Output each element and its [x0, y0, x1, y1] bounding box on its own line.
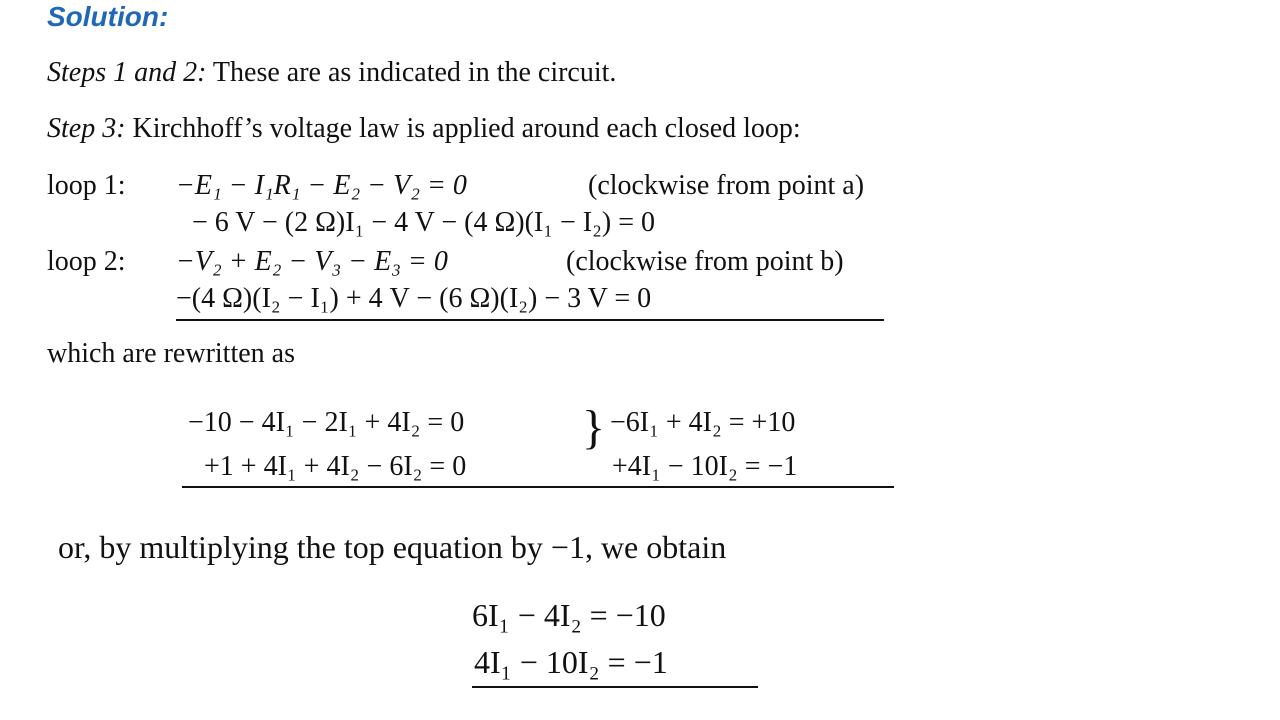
system2-row2: 4I₁ − 10I₂ = −1 — [474, 644, 668, 680]
system1-left-row1: −10 − 4I₁ − 2I₁ + 4I₂ = 0 — [188, 407, 465, 438]
loop-1-label: loop 1: — [47, 170, 126, 201]
loop-2-substituted: −(4 Ω)(I₂ − I₁) + 4 V − (6 Ω)(I₂) − 3 V = 0 — [176, 283, 652, 314]
solution-heading: Solution: — [47, 1, 169, 32]
system2-row1: 6I₁ − 4I₂ = −10 — [472, 597, 666, 633]
loop-2-note: (clockwise from point b) — [566, 246, 844, 277]
rewritten-text: which are rewritten as — [47, 338, 295, 369]
loop-equations-rule — [176, 319, 884, 321]
system2-rule — [472, 686, 758, 688]
system1-left-row2: +1 + 4I₁ + 4I₂ − 6I₂ = 0 — [204, 451, 467, 482]
system1-right-row2: +4I₁ − 10I₂ = −1 — [612, 451, 798, 482]
step-3-text: Kirchhoff’s voltage law is applied around each closed loop: — [125, 113, 801, 144]
loop-1-note: (clockwise from point a) — [588, 170, 865, 201]
step-3-line — [47, 112, 801, 146]
steps-1-2-label: Steps 1 and 2: — [47, 57, 207, 88]
right-brace: } — [582, 401, 606, 454]
step-3-label: Step 3: — [47, 113, 126, 144]
steps-1-2-line — [47, 56, 616, 90]
steps-1-2-text: These are as indicated in the circuit. — [206, 57, 617, 88]
multiply-text: or, by multiplying the top equation by −1, we obtain — [58, 529, 727, 565]
loop-1-substituted: − 6 V − (2 Ω)I₁ − 4 V − (4 Ω)(I₁ − I₂) = 0 — [192, 207, 655, 238]
loop-1-equation: −E₁ − I₁R₁ − E₂ − V₂ = 0 — [176, 170, 467, 201]
loop-2-label: loop 2: — [47, 246, 126, 277]
system1-rule — [182, 486, 894, 488]
loop-2-equation: −V₂ + E₂ − V₃ − E₃ = 0 — [176, 246, 448, 277]
system1-right-row1: −6I₁ + 4I₂ = +10 — [610, 407, 796, 438]
